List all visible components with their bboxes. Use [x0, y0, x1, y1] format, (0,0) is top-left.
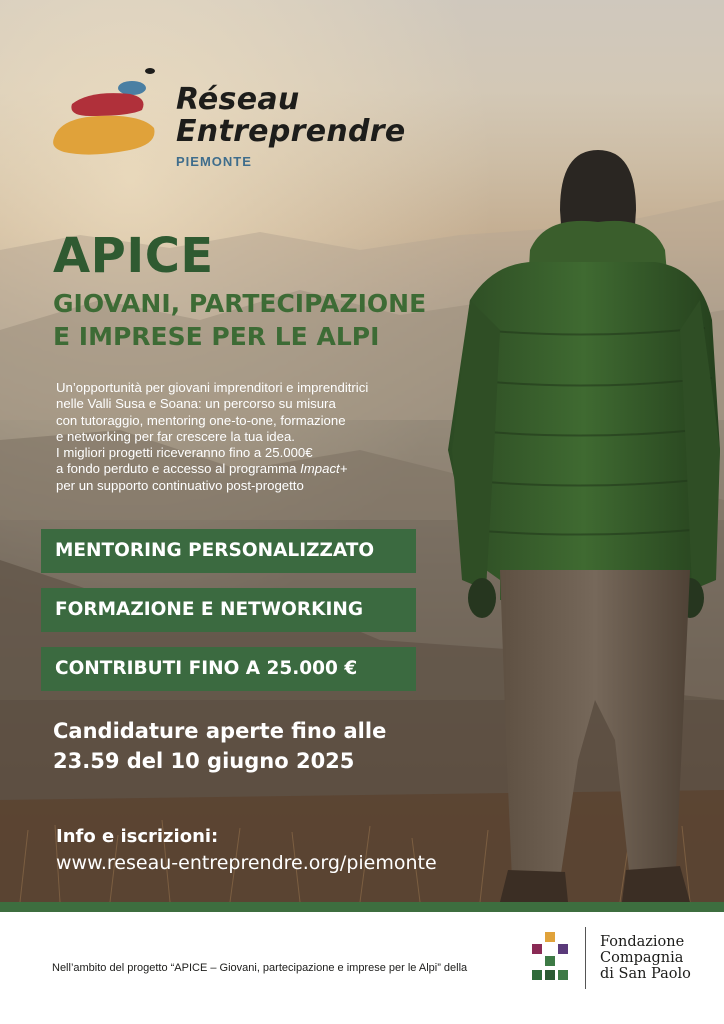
highlight-mentoring: MENTORING PERSONALIZZATO — [41, 529, 416, 573]
logo-title-line2: Entreprendre — [176, 114, 406, 149]
footer — [0, 912, 724, 1024]
compagnia-san-paolo-logo-icon — [530, 932, 572, 984]
description-line: nelle Valli Susa e Soana: un percorso su misura — [56, 396, 336, 412]
footer-divider-band — [0, 902, 724, 912]
description-line: con tutoraggio, mentoring one-to-one, formazione — [56, 412, 346, 428]
logo-title-line1: Réseau — [176, 82, 300, 117]
page-title: APICE — [53, 228, 214, 284]
reseau-entreprendre-logo — [50, 66, 160, 158]
subtitle-line1: GIOVANI, PARTECIPAZIONE — [53, 289, 427, 318]
program-name: Impact+ — [300, 461, 348, 477]
logo-region: PIEMONTE — [176, 154, 252, 169]
description — [56, 380, 456, 494]
deadline-text — [53, 716, 386, 776]
highlight-funding: CONTRIBUTI FINO A 25.000 € — [41, 647, 416, 691]
page-subtitle — [53, 287, 426, 353]
description-line: I migliori progetti riceveranno fino a 25.000€ — [56, 445, 313, 461]
description-line — [56, 461, 456, 477]
info-label: Info e iscrizioni: — [56, 826, 219, 847]
footer-logo-divider — [585, 927, 586, 989]
description-line: per un supporto continuativo post-progetto — [56, 477, 304, 493]
deadline-line2: 23.59 del 10 giugno 2025 — [53, 749, 355, 773]
description-line-text: a fondo perduto e accesso al programma — [56, 461, 301, 477]
description-line: Un’opportunità per giovani imprenditori e imprenditrici — [56, 380, 369, 395]
highlight-training: FORMAZIONE E NETWORKING — [41, 588, 416, 632]
subtitle-line2: E IMPRESE PER LE ALPI — [53, 322, 380, 351]
foundation-name-line3: di San Paolo — [600, 966, 691, 982]
foundation-name — [600, 934, 691, 982]
foundation-name-line1: Fondazione — [600, 934, 685, 950]
info-url-link[interactable]: www.reseau-entreprendre.org/piemonte — [56, 852, 437, 874]
deadline-line1: Candidature aperte fino alle — [53, 719, 387, 743]
footer-text: Nell’ambito del progetto “APICE – Giovani, partecipazione e imprese per le Alpi” della — [52, 962, 468, 974]
description-line: e networking per far crescere la tua idea. — [56, 428, 295, 444]
foundation-name-line2: Compagnia — [600, 950, 684, 966]
